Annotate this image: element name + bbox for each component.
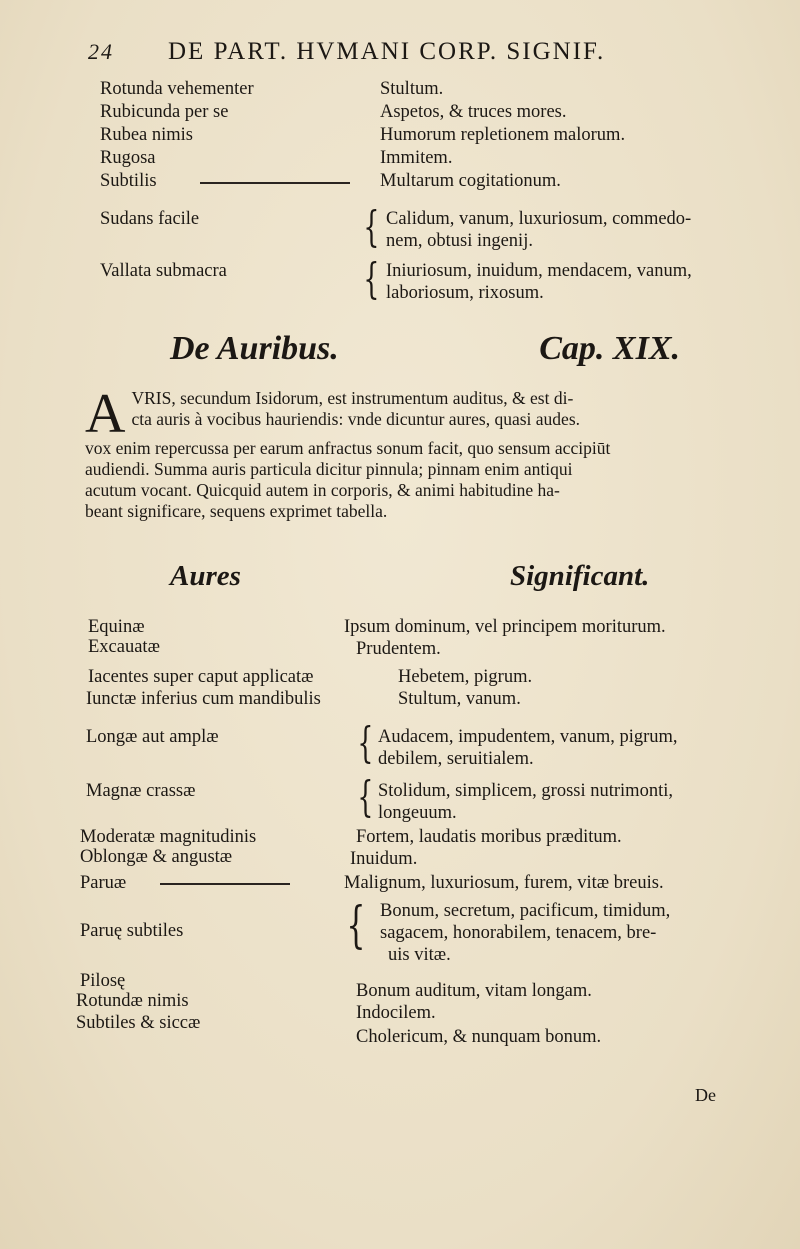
- meaning-text: Inuidum.: [350, 849, 418, 869]
- feature-label: Longæ aut amplæ: [86, 727, 219, 747]
- feature-label: Subtiles & siccæ: [76, 1013, 201, 1033]
- brace-glyph: {: [363, 254, 380, 303]
- paragraph-line: beant significare, sequens exprimet tabella.: [85, 501, 388, 521]
- meaning-text: nem, obtusi ingenij.: [386, 231, 533, 251]
- meaning-text: Fortem, laudatis moribus præditum.: [356, 827, 622, 847]
- page-number: 24: [88, 39, 114, 64]
- feature-label: Equinæ: [88, 617, 145, 637]
- paragraph-line: VRIS, secundum Isidorum, est instrumentum auditus, & est di-: [131, 388, 574, 408]
- meaning-text: Iniuriosum, inuidum, mendacem, vanum,: [386, 261, 692, 281]
- meaning-text: Stolidum, simplicem, grossi nutrimonti,: [378, 781, 673, 801]
- meaning-text: Calidum, vanum, luxuriosum, commedo-: [386, 209, 692, 229]
- meaning-text: Audacem, impudentem, vanum, pigrum,: [378, 727, 678, 747]
- feature-label: Vallata submacra: [100, 261, 227, 281]
- feature-label: Paruæ: [80, 873, 127, 893]
- brace-glyph: {: [357, 772, 374, 821]
- meaning-text: Hebetem, pigrum.: [398, 667, 533, 687]
- brace-glyph: {: [363, 202, 380, 251]
- feature-label: Rotundæ nimis: [76, 991, 189, 1011]
- meaning-text: Bonum, secretum, pacificum, timidum,: [380, 901, 671, 921]
- feature-label: Subtilis: [100, 171, 157, 191]
- meaning-text: longeuum.: [378, 803, 457, 823]
- meaning-text: Aspetos, & truces mores.: [380, 102, 567, 122]
- feature-label: Paruę subtiles: [80, 921, 184, 941]
- column-head-aures: Aures: [170, 560, 241, 592]
- meaning-text: Malignum, luxuriosum, furem, vitæ breuis.: [344, 873, 664, 893]
- chapter-paragraph: [85, 383, 765, 522]
- column-head-significant: Significant.: [510, 560, 650, 592]
- feature-label: Moderatæ magnitudinis: [80, 827, 257, 847]
- paragraph-line: audiendi. Summa auris particula dicitur pinnula; pinnam enim antiqui: [85, 459, 573, 479]
- meaning-text: Stultum, vanum.: [398, 689, 521, 709]
- meaning-text: Multarum cogitationum.: [380, 171, 561, 191]
- catchword: De: [695, 1085, 716, 1105]
- paragraph-line: cta auris à vocibus hauriendis: vnde dicuntur aures, quasi audes.: [131, 409, 581, 429]
- brace-glyph: {: [357, 718, 374, 767]
- leader-line: [200, 182, 350, 184]
- feature-label: Rubicunda per se: [100, 102, 229, 122]
- feature-label: Rugosa: [100, 148, 156, 168]
- drop-cap: A: [85, 383, 126, 445]
- paragraph-line: acutum vocant. Quicquid autem in corporis, & animi habitudine ha-: [85, 480, 560, 500]
- meaning-text: Prudentem.: [356, 639, 441, 659]
- feature-label: Iunctæ inferius cum mandibulis: [86, 689, 321, 709]
- meaning-text: Humorum repletionem malorum.: [380, 125, 626, 145]
- meaning-text: sagacem, honorabilem, tenacem, bre-: [380, 923, 657, 943]
- meaning-text: Cholericum, & nunquam bonum.: [356, 1027, 602, 1047]
- feature-label: Rubea nimis: [100, 125, 194, 145]
- chapter-title: De Auribus.: [170, 330, 339, 367]
- feature-label: Pilosę: [80, 971, 126, 991]
- chapter-heading: [170, 330, 740, 368]
- meaning-text: debilem, seruitialem.: [378, 749, 534, 769]
- leader-line: [160, 883, 290, 885]
- chapter-number: Cap. XIX.: [539, 330, 680, 367]
- feature-label: Sudans facile: [100, 209, 200, 229]
- meaning-text: Indocilem.: [356, 1003, 436, 1023]
- feature-label: Rotunda vehementer: [100, 79, 254, 99]
- feature-label: Excauatæ: [88, 637, 160, 657]
- meaning-text: Bonum auditum, vitam longam.: [356, 981, 592, 1001]
- paragraph-line: vox enim repercussa per earum anfractus sonum facit, quo sensum accipiūt: [85, 438, 611, 458]
- meaning-text: Immitem.: [380, 148, 453, 168]
- feature-label: Magnæ crassæ: [86, 781, 196, 801]
- feature-label: Oblongæ & angustæ: [80, 847, 233, 867]
- running-title: DE PART. HVMANI CORP. SIGNIF.: [168, 38, 606, 65]
- meaning-text: Ipsum dominum, vel principem moriturum.: [344, 617, 666, 637]
- brace-glyph: {: [346, 896, 366, 954]
- meaning-text: Stultum.: [380, 79, 444, 99]
- page-header: [88, 38, 760, 66]
- meaning-text: uis vitæ.: [388, 945, 451, 965]
- meaning-text: laboriosum, rixosum.: [386, 283, 544, 303]
- feature-label: Iacentes super caput applicatæ: [88, 667, 314, 687]
